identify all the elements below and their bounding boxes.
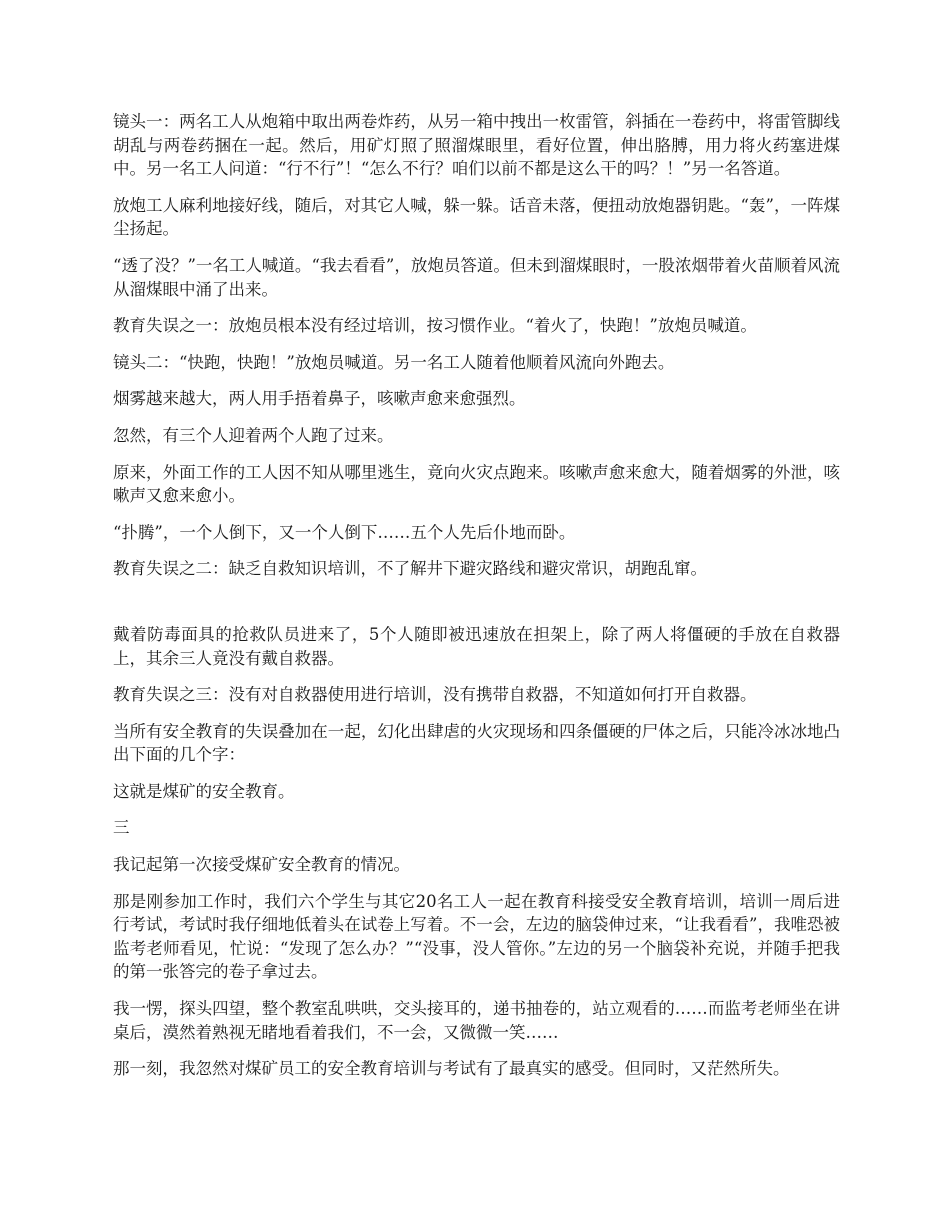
paragraph-reflection: 那一刻，我忽然对煤矿员工的安全教育培训与考试有了最真实的感受。但同时，又茫然所失。 — [113, 1059, 790, 1079]
paragraph-recollection: 我记起第一次接受煤矿安全教育的情况。 — [113, 855, 410, 875]
paragraph-rescue-team: 戴着防毒面具的抢救队员进来了，5个人随即被迅速放在担架上，除了两人将僵硬的手放在自救器上，其余三人竟没有戴自救器。 — [113, 624, 840, 668]
paragraph-shot-two: 镜头二：“快跑，快跑！”放炮员喊道。另一名工人随着他顺着风流向外跑去。 — [113, 352, 675, 372]
paragraph-outside-workers: 原来，外面工作的工人因不知从哪里逃生，竟向火灾点跑来。咳嗽声愈来愈大，随着烟雾的外泄，咳嗽声又愈来愈小。 — [113, 462, 840, 506]
document-page — [113, 110, 840, 1094]
paragraph-all-errors: 当所有安全教育的失误叠加在一起，幻化出肆虐的火灾现场和四条僵硬的尸体之后，只能冷冰冰地凸出下面的几个字： — [113, 721, 840, 765]
paragraph-smoke-fire: “透了没？”一名工人喊道。“我去看看”，放炮员答道。但未到溜煤眼时，一股浓烟带着火苗顺着风流从溜煤眼中涌了出来。 — [113, 255, 840, 299]
paragraph-conclusion: 这就是煤矿的安全教育。 — [113, 781, 295, 801]
section-spacer — [113, 594, 840, 623]
paragraph-error-two: 教育失误之二：缺乏自救知识培训，不了解井下避灾路线和避灾常识，胡跑乱窜。 — [113, 559, 707, 579]
paragraph-error-one: 教育失误之一：放炮员根本没有经过培训，按习惯作业。“着火了，快跑！”放炮员喊道。 — [113, 316, 757, 336]
paragraph-detonation: 放炮工人麻利地接好线，随后，对其它人喊，躲一躲。话音未落，便扭动放炮器钥匙。“轰”，一阵煤尘扬起。 — [113, 195, 840, 239]
paragraph-smoke-grows: 烟雾越来越大，两人用手捂着鼻子，咳嗽声愈来愈强烈。 — [113, 389, 526, 409]
paragraph-collapse: “扑腾”，一个人倒下，又一个人倒下……五个人先后仆地而卧。 — [113, 522, 576, 542]
paragraph-classroom: 我一愣，探头四望，整个教室乱哄哄，交头接耳的，递书抽卷的，站立观看的……而监考老师坐在讲桌后，漠然着熟视无睹地看着我们，不一会，又微微一笑…… — [113, 999, 840, 1042]
section-heading-three: 三 — [113, 818, 130, 838]
paragraph-three-people: 忽然，有三个人迎着两个人跑了过来。 — [113, 425, 394, 445]
paragraph-exam-story: 那是刚参加工作时，我们六个学生与其它20名工人一起在教育科接受安全教育培训，培训一周后进行考试，考试时我仔细地低着头在试卷上写着。不一会，左边的脑袋伸过来，“让我看看”，我唯恐被监考老师看见，忙说：“发现了怎么办？”“没事，没人管你。”左边的另一个脑袋补充说，并随手把我的第一张答完的卷子拿过去。 — [113, 891, 840, 982]
paragraph-shot-one: 镜头一：两名工人从炮箱中取出两卷炸药，从另一箱中拽出一枚雷管，斜插在一卷药中，将雷管脚线胡乱与两卷药捆在一起。然后，用矿灯照了照溜煤眼里，看好位置，伸出胳膊，用力将火药塞进煤中。另一名工人问道：“行不行”！“怎么不行？咱们以前不都是这么干的吗？！”另一名答道。 — [113, 112, 840, 179]
paragraph-error-three: 教育失误之三：没有对自救器使用进行培训，没有携带自救器，不知道如何打开自救器。 — [113, 685, 757, 705]
